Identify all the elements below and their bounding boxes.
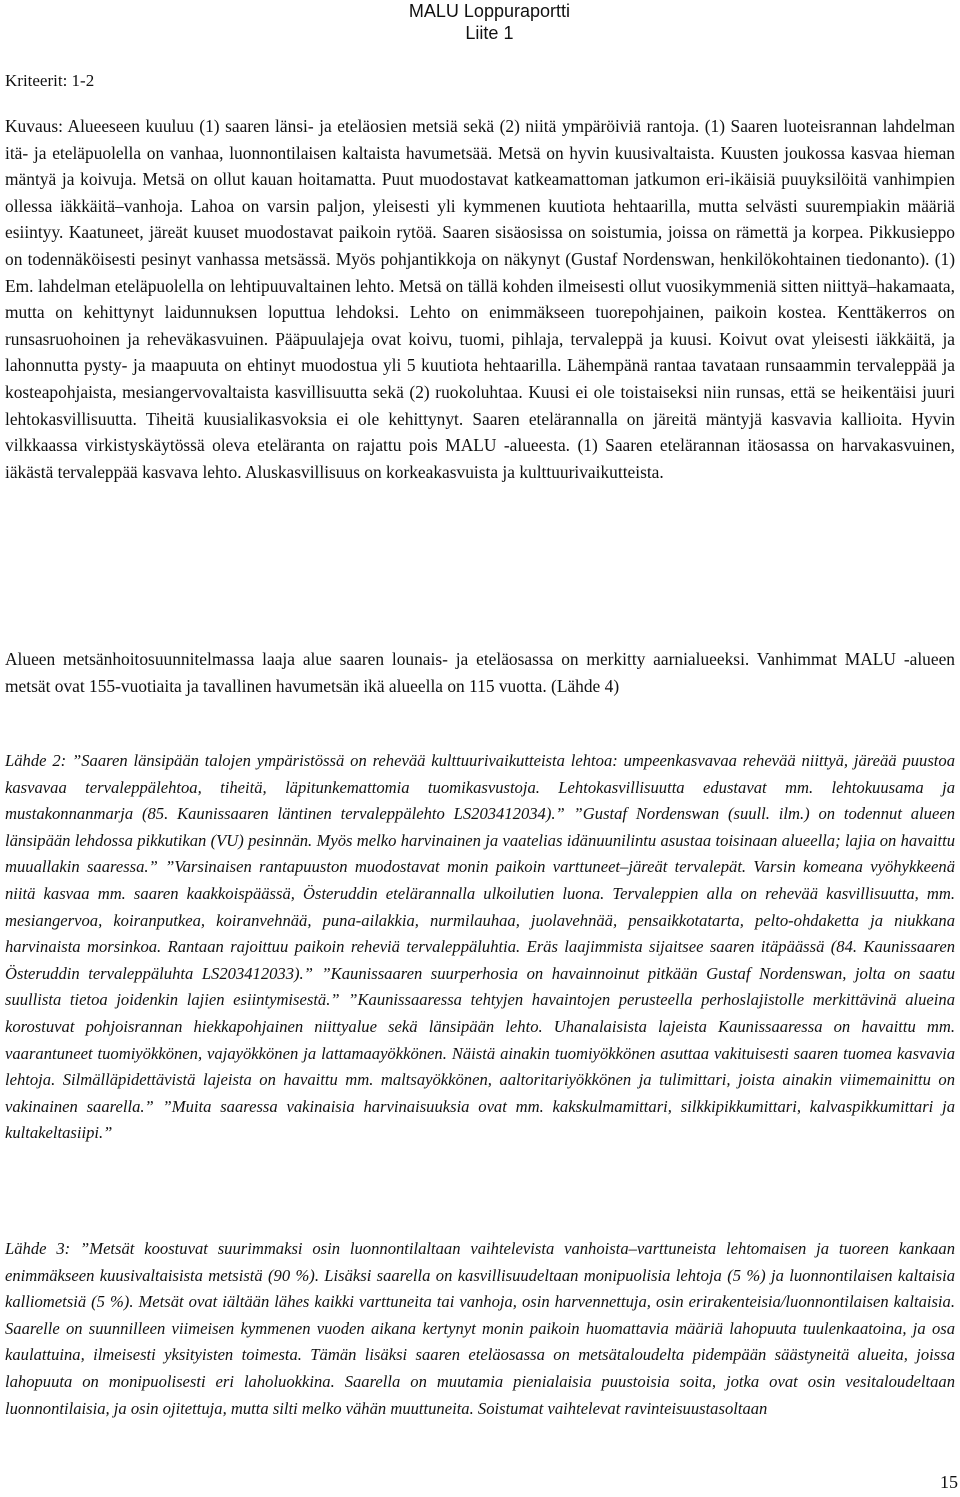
appendix-label: Liite 1	[465, 23, 514, 43]
criteria-line: Kriteerit: 1-2	[5, 71, 95, 90]
forest-plan-paragraph: Alueen metsänhoitosuunnitelmassa laaja alue saaren lounais- ja eteläosassa on merkitty aarnialueeksi. Vanhimmat MALU -alueen metsät ovat 155-vuotiaita ja tavallinen havumetsän ikä alueella on 115 vuotta. (Lähde 4)	[5, 649, 955, 696]
page-number: 15	[940, 1472, 958, 1492]
report-title: MALU Loppuraportti	[408, 1, 570, 21]
description-paragraph: Kuvaus: Alueeseen kuuluu (1) saaren länsi- ja eteläosien metsiä sekä (2) niitä ympäröiviä rantoja. (1) Saaren luoteisrannan lahdelman itä- ja eteläpuolella on vanhaa, luonnontilaisen kaltaista havumetsää. Metsä on hyvin kuusivaltaista. Kuusten joukossa kasvaa hieman mäntyä ja koivuja. Metsä on ollut kauan hoitamatta. Puut muodostavat katkeamattoman jatkumon eri-ikäisiä puuyksilöitä vanhimpien ollessa iäkkäitä–vanhoja. Lahoa on varsin paljon, yleisesti yli kymmenen kuutiota hehtaarilla, mutta selvästi suurempiakin määriä esiintyy. Kaatuneet, järeät kuuset muodostavat paikoin rytöä. Saaren sisäosissa on soistumia, joissa on rämettä ja korpea. Pikkusieppo on todennäköisesti pesinyt vanhassa metsässä. Myös pohjantikkoja on näkynyt (Gustaf Nordenswan, henkilökohtainen tiedonanto). (1) Em. lahdelman eteläpuolella on lehtipuuvaltainen lehto. Metsä on tällä kohden ilmeisesti ollut vuosikymmeniä sitten niittyä–hakamaata, mutta on kehittynyt laidunnuksen loputtua lehdoksi. Lehto on enimmäkseen tuorepohjainen, paikoin kostea. Kenttäkerros on runsasruohoinen ja reheväkasvuinen. Pääpuulajeja ovat koivu, tuomi, pihlaja, tervaleppä ja kuusi. Koivut ovat yleisesti iäkkäitä, ja lahonnutta pysty- ja maapuuta on ehtinyt muodostua yli 5 kuutiota hehtaarilla. Lähempänä rantaa tavataan runsaammin tervaleppää ja kosteapohjaista, mesiangervovaltaista kasvillisuutta sekä (2) ruokoluhtaa. Kuusi ei ole toistaiseksi niin runsas, että se heikentäisi juuri lehtokasvillisuutta. Tiheitä kuusialikasvoksia ei ole kehittynyt. Saaren etelärannalla on järeitä mäntyjä kasvavia kallioita. Hyvin vilkkaassa virkistyskäytössä oleva eteläranta on rajattu pois MALU -alueesta. (1) Saaren etelärannan itäosassa on harvakasvuinen, iäkästä tervaleppää kasvava lehto. Aluskasvillisuus on korkeakasvuista ja kulttuurivaikutteista.	[5, 116, 955, 482]
source-2-quote: Lähde 2: ”Saaren länsipään talojen ympäristössä on rehevää kulttuurivaikutteista lehtoa: umpeenkasvavaa rehevää niittyä, järeää puustoa kasvavaa tervaleppälehtoa, tiheitä, läpitunkemattomia tuomikasvustoja. Lehtokasvillisuutta edustavat mm. lehtokuusama ja mustakonnanmarja (85. Kaunissaaren läntinen tervaleppälehto LS203412034).” ”Gustaf Nordenswan (suull. ilm.) on todennut alueen länsipään lehdossa pikkutikan (VU) pesinnän. Myös melko harvinainen ja vaatelias idänuunilintu asustaa toisinaan alueella; lajia on havaittu muuallakin saaressa.” ”Varsinaisen rantapuuston muodostavat monin paikoin varttuneet–järeät tervalepät. Varsin komeana vyöhykkeenä niitä kasvaa mm. saaren kaakkoispäässä, Österuddin etelärannalla ulkoilutien luona. Tervaleppien alla on rehevää kasvillisuutta, mm. mesiangervoa, koiranputkea, koiranvehnää, puna-ailakkia, nurmilauhaa, juolavehnää, pensaikkotatarta, pelto-ohdaketta ja niukkana harvinaista morsinkoa. Rantaan rajoittuu paikoin reheviä tervaleppäluhtia. Eräs laajimmista sijaitsee saaren itäpäässä (84. Kaunissaaren Österuddin tervaleppäluhta LS203412033).” ”Kaunissaaren suurperhosia on havainnoinut pitkään Gustaf Nordenswan, jolta on saatu suullista tietoa joidenkin lajien esiintymisestä.” ”Kaunissaaressa tehtyjen havaintojen perusteella perhoslajistolle merkittävinä alueina korostuvat pohjoisrannan hiekkapohjainen niittyalue sekä länsipään lehto. Uhanalaisista lajeista Kaunissaaressa on havaittu mm. vaarantuneet tuomiyökkönen, vajayökkönen ja lattamaayökkönen. Näistä ainakin tuomiyökkönen asuttaa vakituisesti saaren tuomea kasvavia lehtoja. Silmälläpidettävistä lajeista on havaittu mm. maltsayökkönen, aaltoritariyökkönen ja tulimittari, joista ainakin viimemainittu on vakinainen saarella.” ”Muita saaressa vakinaisia harvinaisuuksia ovat mm. kakskulmamittari, silkkipikkumittari, kalvaspikkumittari ja kultakeltasiipi.”	[5, 751, 955, 1143]
source-3-quote: Lähde 3: ”Metsät koostuvat suurimmaksi osin luonnontilaltaan vaihtelevista vanhoista–varttuneista lehtomaisen ja tuoreen kankaan enimmäkseen kuusivaltaisista metsistä (90 %). Lisäksi saarella on kasvillisuudeltaan monipuolisia lehtoja (5 %) ja luonnontilaisen kaltaisia kalliometsiä (5 %). Metsät ovat iältään lähes kaikki varttuneita tai vanhoja, osin harvennettuja, osin erirakenteisia/luonnontilaisen kaltaisia. Saarelle on suunnilleen viimeisen kymmenen vuoden aikana kertynyt monin paikoin huomattavia määriä lahopuuta tuulenkaatoina, ja osa kaulattuina, ilmeisesti yksityisten toimesta. Tämän lisäksi saaren eteläosassa on metsätaloudelta pidempään säästyneitä alueita, joissa lahopuuta on monipuolisesti eri laholuokkina. Saarella on muutamia pienialaisia puustoisia soita, jotka ovat osin vesitaloudeltaan luonnontilaisia, ja osin ojitettuja, mutta silti melko vähän muuttuneita. Soistumat vaihtelevat ravinteisuustasoltaan	[5, 1239, 955, 1418]
page-header	[409, 0, 570, 44]
